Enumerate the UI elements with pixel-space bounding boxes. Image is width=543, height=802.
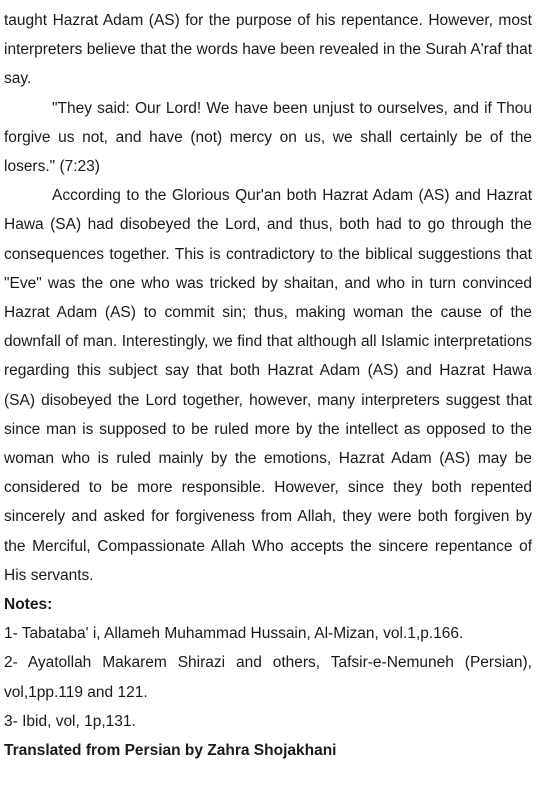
note-item-2: 2- Ayatollah Makarem Shirazi and others, Tafsir-e-Nemuneh (Persian), vol,1pp.119 and 121.: [4, 654, 532, 701]
note-item-1: 1- Tabataba' i, Allameh Muhammad Hussain, Al-Mizan, vol.1,p.166.: [4, 625, 464, 643]
paragraph-repentance-words: taught Hazrat Adam (AS) for the purpose of his repentance. However, most interpreters believe that the words have been revealed in the Surah A'raf that say.: [4, 12, 532, 88]
note-item-3: 3- Ibid, vol, 1p,131.: [4, 712, 136, 730]
paragraph-quran-quote: "They said: Our Lord! We have been unjust to ourselves, and if Thou forgive us not, and have (not) mercy on us, we shall certainly be of the losers." (7:23): [4, 99, 532, 176]
paragraph-main-discussion: According to the Glorious Qur'an both Hazrat Adam (AS) and Hazrat Hawa (SA) had disobeyed the Lord, and thus, both had to go through the consequences together. This is contradictory to the biblical suggestions that "Eve" was the one who was tricked by shaitan, and who in turn convinced Hazrat Adam (AS) to commit sin; thus, making woman the cause of the downfall of man. Interestingly, we find that although all Islamic interpretations regarding this subject say that both Hazrat Adam (AS) and Hazrat Hawa (SA) disobeyed the Lord together, however, many interpreters suggest that since man is supposed to be ruled more by the intellect as opposed to the woman who is ruled mainly by the emotions, Hazrat Adam (AS) may be considered to be more responsible. However, since they both repented sincerely and asked for forgiveness from Allah, they were both forgiven by the Merciful, Compassionate Allah Who accepts the sincere repentance of His servants.: [4, 187, 532, 584]
document-page: [4, 6, 532, 765]
translator-credit: Translated from Persian by Zahra Shojakhani: [4, 742, 337, 760]
notes-heading: Notes:: [4, 596, 53, 614]
